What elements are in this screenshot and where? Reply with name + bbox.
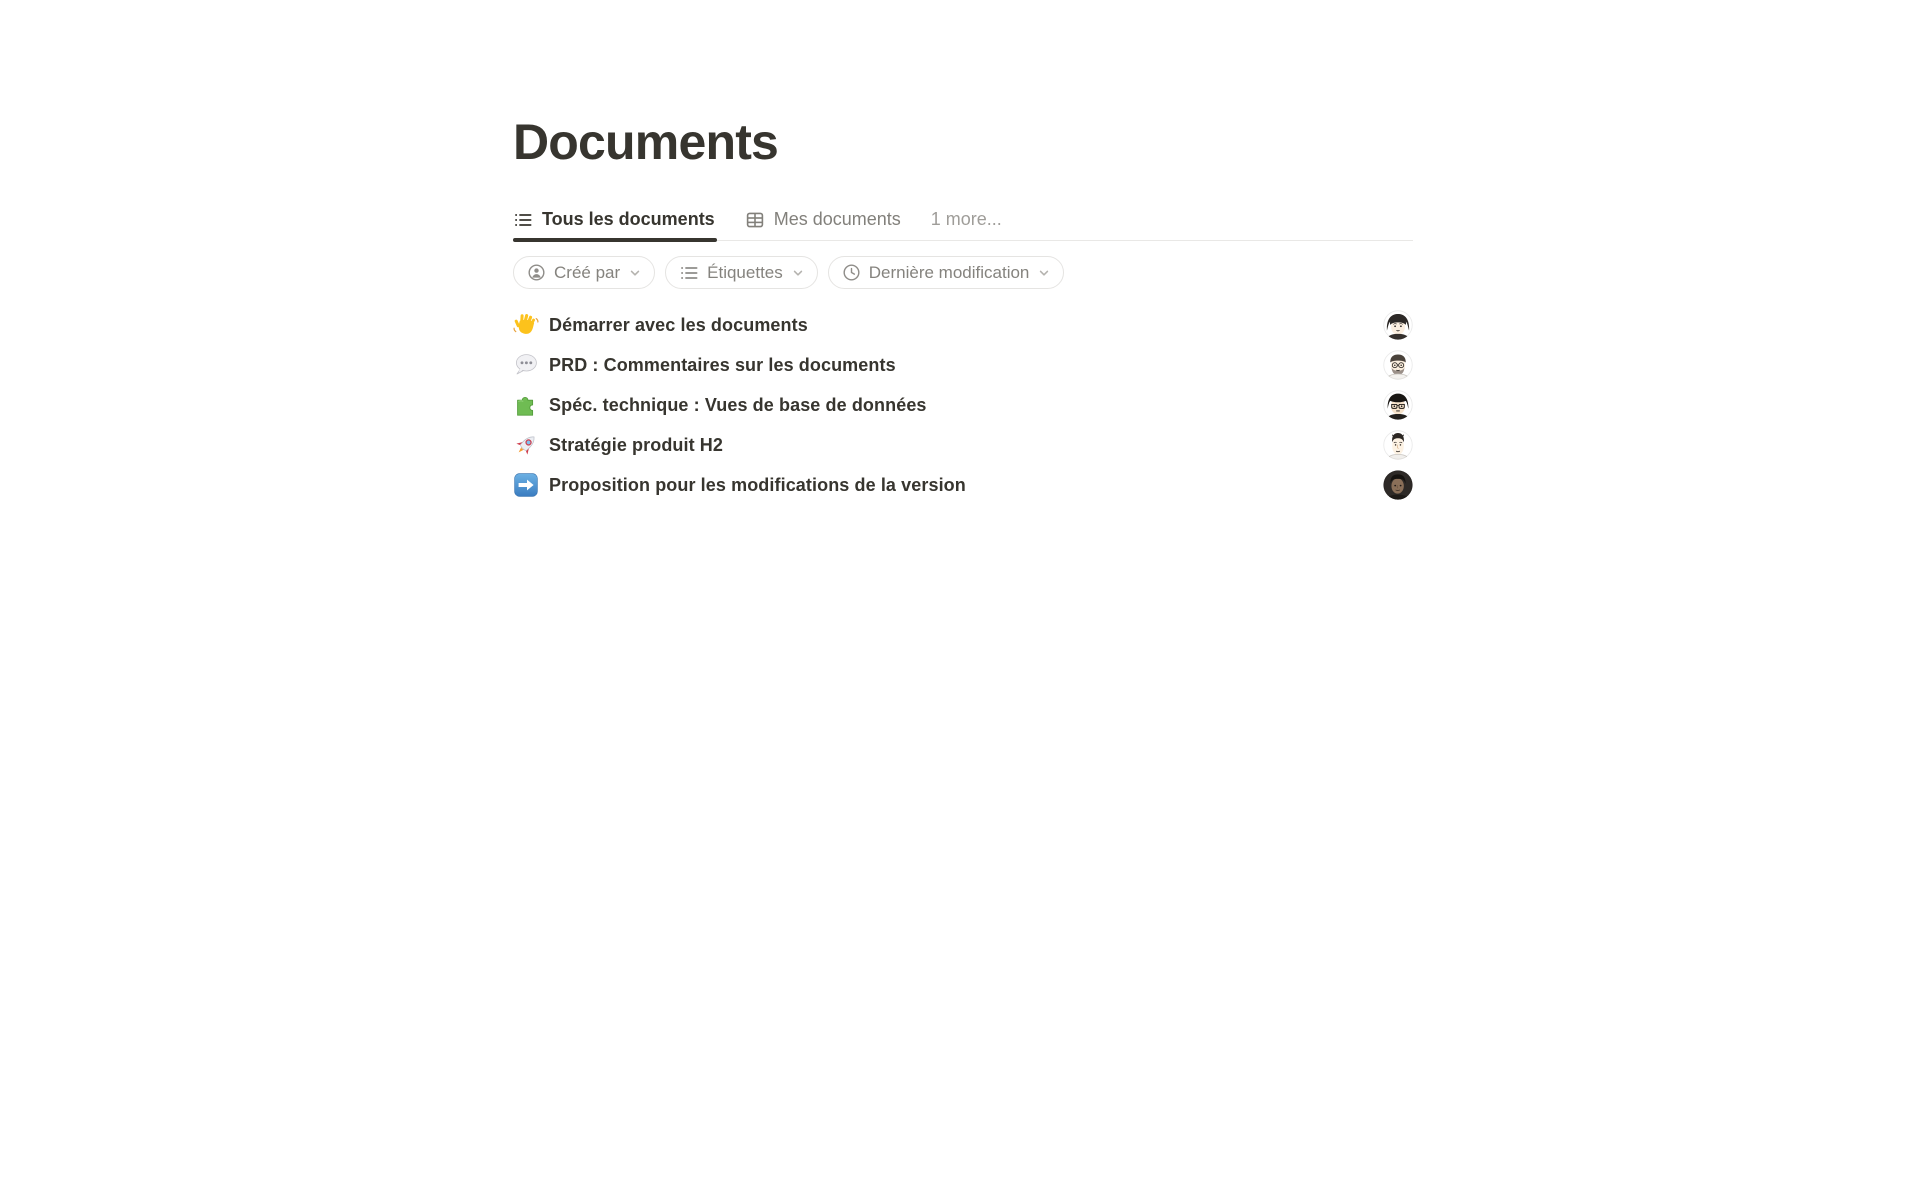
avatar-man-dark-hair-glasses	[1383, 390, 1413, 420]
page-content	[513, 0, 1413, 505]
filter-label: Dernière modification	[868, 262, 1030, 282]
document-row[interactable]	[513, 305, 1413, 345]
waving-hand-emoji	[513, 312, 539, 338]
filter-label: Étiquettes	[707, 262, 783, 282]
filter-created-by[interactable]	[513, 256, 655, 289]
tab-label: 1 more...	[930, 209, 1002, 229]
list-icon	[513, 210, 533, 230]
avatar-man-tall-face	[1383, 430, 1413, 460]
document-row[interactable]	[513, 385, 1413, 425]
document-title: Spéc. technique : Vues de base de données	[549, 394, 927, 415]
tab-all-documents[interactable]	[513, 199, 715, 240]
list-icon	[679, 263, 699, 283]
filter-last-modified[interactable]	[828, 256, 1065, 289]
document-title: PRD : Commentaires sur les documents	[549, 354, 896, 375]
table-icon	[745, 210, 765, 230]
document-row[interactable]	[513, 465, 1413, 505]
tab-label: Mes documents	[773, 209, 901, 229]
avatar-woman-dark-hair	[1383, 310, 1413, 340]
chevron-down-icon	[792, 267, 804, 279]
right-arrow-emoji	[513, 472, 539, 498]
chevron-down-icon	[629, 267, 641, 279]
person-circle-icon	[527, 263, 546, 282]
document-row[interactable]	[513, 425, 1413, 465]
document-title: Stratégie produit H2	[549, 434, 724, 455]
document-row[interactable]	[513, 345, 1413, 385]
tab-more[interactable]	[931, 199, 1002, 240]
tab-label: Tous les documents	[542, 209, 715, 229]
avatar-man-beard-glasses	[1383, 350, 1413, 380]
puzzle-piece-emoji	[513, 392, 539, 418]
clock-icon	[842, 263, 861, 282]
document-title: Démarrer avec les documents	[549, 314, 808, 335]
speech-balloon-emoji	[513, 352, 539, 378]
page-title[interactable]: Documents	[513, 114, 779, 170]
document-title: Proposition pour les modifications de la version	[549, 474, 966, 495]
filter-label: Créé par	[554, 262, 621, 282]
tab-my-documents[interactable]	[745, 199, 901, 240]
document-list	[513, 305, 1413, 505]
tab-bar	[513, 199, 1413, 241]
filter-bar	[513, 256, 1413, 289]
chevron-down-icon	[1038, 267, 1050, 279]
filter-tags[interactable]	[665, 256, 818, 289]
avatar-man-photo-dark	[1383, 470, 1413, 500]
rocket-emoji	[513, 432, 539, 458]
